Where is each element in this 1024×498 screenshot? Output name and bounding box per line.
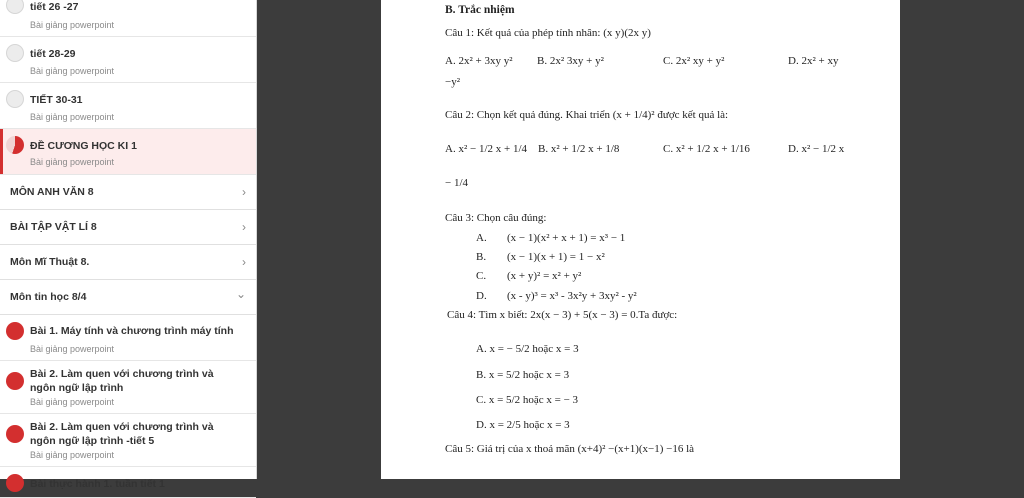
q4-option-a: A. x = − 5/2 hoặc x = 3 <box>476 343 579 355</box>
progress-circle-icon <box>6 44 24 62</box>
lesson-title: Bài 2. Làm quen với chương trình và ngôn ngữ lập trình <box>30 368 214 394</box>
section-title: BÀI TẬP VẬT LÍ 8 <box>10 221 97 233</box>
list-item[interactable] <box>0 37 256 83</box>
lesson-title: Bài 1. Máy tính và chương trình máy tính <box>30 325 234 337</box>
chevron-right-icon: › <box>242 255 246 269</box>
question-4: Câu 4: Tìm x biết: 2x(x − 3) + 5(x − 3) = 0.Ta được: <box>447 309 678 321</box>
list-item[interactable] <box>0 414 256 467</box>
lesson-subtitle: Bài giảng powerpoint <box>30 66 115 76</box>
lesson-title: ĐỀ CƯƠNG HỌC KI 1 <box>30 140 137 152</box>
lesson-title: tiết 26 -27 <box>30 1 79 13</box>
q3-option-a: (x − 1)(x² + x + 1) = x³ − 1 <box>507 232 626 244</box>
q2-option-a: A. x² − 1/2 x + 1/4 <box>445 143 528 155</box>
q3-option-d: (x - y)³ = x³ - 3x²y + 3xy² - y² <box>507 290 637 302</box>
progress-circle-icon <box>6 474 24 492</box>
progress-circle-icon <box>6 322 24 340</box>
document-page <box>381 0 900 479</box>
chevron-right-icon: › <box>242 185 246 199</box>
q2-option-d-cont: − 1/4 <box>445 177 469 189</box>
section-title: MÔN ANH VĂN 8 <box>10 186 94 198</box>
section-vat-li[interactable] <box>0 210 256 245</box>
q4-option-b: B. x = 5/2 hoặc x = 3 <box>476 369 570 381</box>
section-mi-thuat[interactable] <box>0 245 256 280</box>
progress-circle-icon <box>6 136 24 154</box>
list-item-active[interactable] <box>0 129 256 175</box>
q3-option-c: (x + y)² = x² + y² <box>507 270 582 282</box>
lesson-subtitle: Bài giảng powerpoint <box>30 157 115 167</box>
list-item[interactable] <box>0 467 256 498</box>
lesson-subtitle: Bài giảng powerpoint <box>30 20 115 30</box>
q2-option-b: B. x² + 1/2 x + 1/8 <box>538 143 620 155</box>
list-item[interactable] <box>0 0 256 37</box>
question-3: Câu 3: Chọn câu đúng: <box>445 212 547 224</box>
q1-option-d-cont: −y² <box>445 76 461 88</box>
progress-circle-icon <box>6 90 24 108</box>
q1-option-c: C. 2x² xy + y² <box>663 55 725 67</box>
q3-label-d: D. <box>476 290 487 302</box>
progress-circle-icon <box>6 0 24 14</box>
section-tin-hoc[interactable] <box>0 280 256 315</box>
q1-option-b: B. 2x² 3xy + y² <box>537 55 604 67</box>
q3-option-b: (x − 1)(x + 1) = 1 − x² <box>507 251 605 263</box>
lesson-title: Bài 2. Làm quen với chương trình và ngôn ngữ lập trình -tiết 5 <box>30 421 214 447</box>
course-sidebar <box>0 0 257 490</box>
chevron-right-icon: › <box>242 220 246 234</box>
lesson-subtitle: Bài giảng powerpoint <box>30 450 115 460</box>
progress-circle-icon <box>6 425 24 443</box>
chevron-down-icon: ⌄ <box>235 287 246 301</box>
q1-option-a: A. 2x² + 3xy y² <box>445 55 513 67</box>
q3-label-c: C. <box>476 270 487 282</box>
lesson-title: TIẾT 30-31 <box>30 94 83 106</box>
lesson-subtitle: Bài giảng powerpoint <box>30 112 115 122</box>
list-item[interactable] <box>0 361 256 414</box>
q4-option-d: D. x = 2/5 hoặc x = 3 <box>476 419 570 431</box>
q3-label-b: B. <box>476 251 487 263</box>
question-1: Câu 1: Kết quả của phép tính nhân: (x y)(2x y) <box>445 27 651 39</box>
q2-option-d: D. x² − 1/2 x <box>788 143 845 155</box>
question-2: Câu 2: Chọn kết quả đúng. Khai triển (x + 1/4)² được kết quả là: <box>445 109 729 121</box>
lesson-subtitle: Bài giảng powerpoint <box>30 397 115 407</box>
q3-label-a: A. <box>476 232 487 244</box>
list-item[interactable] <box>0 83 256 129</box>
section-title: Môn Mĩ Thuật 8. <box>10 256 90 268</box>
question-5: Câu 5: Giá trị của x thoả mãn (x+4)² −(x+1)(x−1) −16 là <box>445 443 695 455</box>
section-heading: B. Trắc nhiệm <box>445 4 515 16</box>
q2-option-c: C. x² + 1/2 x + 1/16 <box>663 143 750 155</box>
lesson-title: Bài thực hành 1. tuần tiết 1 <box>30 478 165 490</box>
lesson-title: tiết 28-29 <box>30 48 76 60</box>
progress-circle-icon <box>6 372 24 390</box>
q1-option-d: D. 2x² + xy <box>788 55 839 67</box>
list-item[interactable] <box>0 315 256 361</box>
section-anh-van[interactable] <box>0 175 256 210</box>
q4-option-c: C. x = 5/2 hoặc x = − 3 <box>476 394 579 406</box>
lesson-subtitle: Bài giảng powerpoint <box>30 344 115 354</box>
section-title: Môn tin học 8/4 <box>10 291 87 303</box>
